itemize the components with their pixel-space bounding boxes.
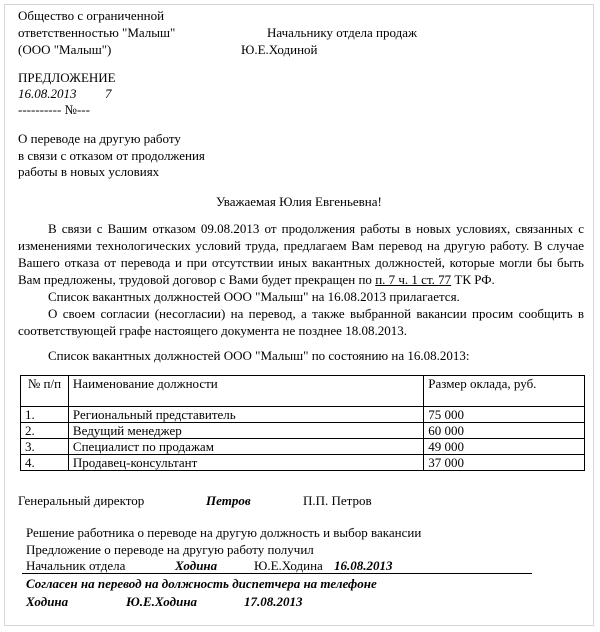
vacancies-table <box>20 375 585 471</box>
sender-line-3: (ООО "Малыш") <box>18 42 112 57</box>
decision-title: Решение работника о переводе на другую должность и выбор вакансии <box>26 525 422 540</box>
signature-line <box>22 573 532 574</box>
table-row: 1. Региональный представитель 75 000 <box>21 407 585 423</box>
recipient-position: Начальнику отдела продаж <box>267 25 417 40</box>
doc-type: ПРЕДЛОЖЕНИЕ <box>18 70 116 85</box>
decision-position: Начальник отдела <box>26 558 126 573</box>
law-reference-link[interactable]: п. 7 ч. 1 ст. 77 <box>375 272 452 287</box>
body-paragraph-2: Список вакантных должностей ООО "Малыш" на 16.08.2013 прилагается. <box>48 289 460 304</box>
recipient-name: Ю.Е.Ходиной <box>241 42 318 57</box>
subject-line-3: работы в новых условиях <box>18 164 160 179</box>
table-header-row <box>21 376 585 407</box>
sender-line-2: ответственностью "Малыш" <box>18 25 176 40</box>
header-salary: Размер оклада, руб. <box>424 376 585 407</box>
director-title: Генеральный директор <box>18 493 145 508</box>
decision-signature: Ходина <box>175 558 218 573</box>
table-row: 3. Специалист по продажам 49 000 <box>21 439 585 455</box>
body-paragraph-3: О своем согласии (несогласии) на перевод, а также выбранной вакансии просим сообщить в соответствующей графе настоящего документа не позднее 18.08.2013. <box>18 306 584 338</box>
consent-date: 17.08.2013 <box>244 594 303 609</box>
director-signature: Петров <box>206 493 251 508</box>
doc-number: 7 <box>105 86 112 101</box>
header-number: № п/п <box>21 376 69 407</box>
greeting: Уважаемая Юлия Евгеньевна! <box>216 194 382 209</box>
body-text <box>18 220 584 339</box>
table-row: 4. Продавец-консультант 37 000 <box>21 455 585 471</box>
director-name: П.П. Петров <box>303 493 372 508</box>
consent-signature: Ходина <box>26 594 69 609</box>
subject-line-1: О переводе на другую работу <box>18 131 181 146</box>
consent-text: Согласен на перевод на должность диспетчера на телефоне <box>26 576 377 591</box>
header-position: Наименование должности <box>68 376 423 407</box>
body-paragraph-1: В связи с Вашим отказом 09.08.2013 от продолжения работы в новых условиях, связанных с изменениями технологических условий труда, предлагаем Вам перевод на другую работу. В случае Вашего отказа от перевода и при отсутствии иных вакантных должностей, которые могли бы быть Вам предложены, трудовой договор с Вами будет прекращен по п. 7 ч. 1 ст. 77 ТК РФ. <box>18 221 584 287</box>
list-title: Список вакантных должностей ООО "Малыш" по состоянию на 16.08.2013: <box>48 348 470 363</box>
doc-number-line: ---------- №--- <box>18 102 90 117</box>
decision-date: 16.08.2013 <box>334 558 393 573</box>
table-row: 2. Ведущий менеджер 60 000 <box>21 423 585 439</box>
subject-line-2: в связи с отказом от продолжения <box>18 148 205 163</box>
consent-name: Ю.Е.Ходина <box>126 594 198 609</box>
decision-received: Предложение о переводе на другую работу получил <box>26 542 314 557</box>
sender-line-1: Общество с ограниченной <box>18 8 165 23</box>
doc-date: 16.08.2013 <box>18 86 77 101</box>
decision-name: Ю.Е.Ходина <box>254 558 323 573</box>
